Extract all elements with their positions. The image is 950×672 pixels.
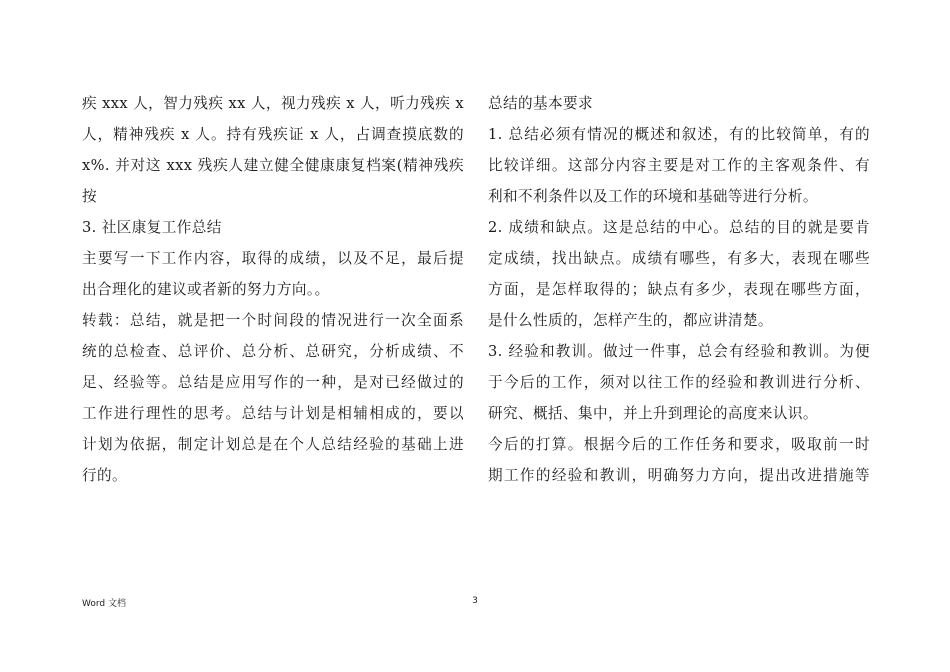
text-line: 比较详细。这部分内容主要是对工作的主客观条件、有 xyxy=(488,157,870,174)
text-line: 足、经验等。总结是应用写作的一种，是对已经做过的 xyxy=(82,374,464,391)
text-line: 研究、概括、集中，并上升到理论的高度来认识。 xyxy=(488,405,818,422)
text-line: 期工作的经验和教训，明确努力方向，提出改进措施等 xyxy=(488,467,870,484)
text-line: 出合理化的建议或者新的努力方向。。 xyxy=(82,281,330,298)
text-line: 2. 成绩和缺点。这是总结的中心。总结的目的就是要肯 xyxy=(488,219,870,236)
text-line: 今后的打算。根据今后的工作任务和要求，吸取前一时 xyxy=(488,436,870,453)
text-line: 利和不利条件以及工作的环境和基础等进行分析。 xyxy=(488,188,818,205)
text-line: 统的总检查、总评价、总分析、总研究，分析成绩、不 xyxy=(82,343,464,360)
text-line: 人，精神残疾 x 人。持有残疾证 x 人，占调查摸底数的 xyxy=(82,126,464,143)
footer-page-number: 3 xyxy=(472,596,478,606)
text-line: 主要写一下工作内容，取得的成绩，以及不足，最后提 xyxy=(82,250,464,267)
text-line: 定成绩，找出缺点。成绩有哪些，有多大，表现在哪些 xyxy=(488,250,870,267)
text-line: 转载：总结，就是把一个时间段的情况进行一次全面系 xyxy=(82,312,464,329)
text-line: x%. 并对这 xxx 残疾人建立健全健康康复档案(精神残疾 xyxy=(82,157,464,174)
footer-doc-label: Word 文档 xyxy=(82,599,126,609)
text-line: 1. 总结必须有情况的概述和叙述，有的比较简单，有的 xyxy=(488,126,870,143)
text-line: 3. 社区康复工作总结 xyxy=(82,219,222,236)
text-line: 是什么性质的，怎样产生的，都应讲清楚。 xyxy=(488,312,773,329)
text-line: 疾 xxx 人，智力残疾 xx 人，视力残疾 x 人，听力残疾 x xyxy=(82,95,464,112)
text-line: 行的。 xyxy=(82,467,127,484)
text-line: 方面，是怎样取得的；缺点有多少，表现在哪些方面， xyxy=(488,281,870,298)
text-line: 工作进行理性的思考。总结与计划是相辅相成的，要以 xyxy=(82,405,464,422)
left-text-column xyxy=(82,88,464,491)
text-line: 计划为依据，制定计划总是在个人总结经验的基础上进 xyxy=(82,436,464,453)
text-line: 按 xyxy=(82,188,97,205)
right-text-column xyxy=(488,88,870,491)
text-line: 于今后的工作，须对以往工作的经验和教训进行分析、 xyxy=(488,374,870,391)
text-line: 总结的基本要求 xyxy=(488,95,593,112)
text-line: 3. 经验和教训。做过一件事，总会有经验和教训。为便 xyxy=(488,343,870,360)
